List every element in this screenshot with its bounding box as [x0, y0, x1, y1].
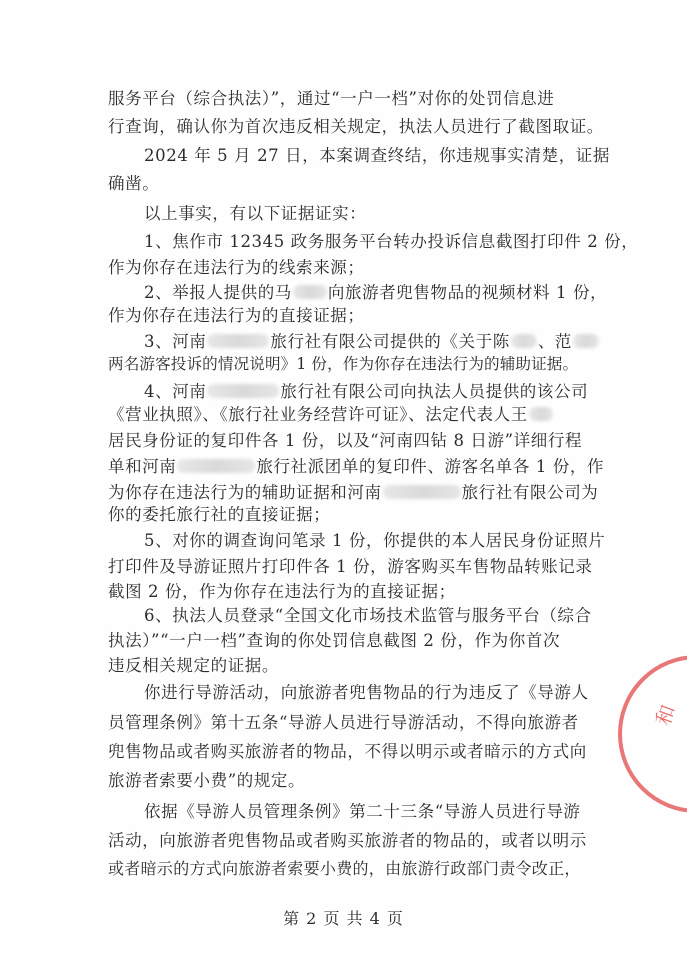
- text-line: 截图 2 份，作为你存在违法行为的直接证据；: [108, 582, 456, 601]
- evidence-3: [144, 331, 600, 353]
- redaction-blur: [383, 485, 461, 499]
- text-line: 活动，向旅游者兜售物品或者购买旅游者的物品的，或者以明示: [108, 831, 587, 850]
- text-line: [108, 404, 554, 426]
- text-line: 以上事实，有以下证据证实：: [144, 204, 367, 223]
- text-line: 依据《导游人员管理条例》第二十三条“导游人员进行导游: [144, 802, 581, 821]
- text-span: 2、举报人提供的马: [144, 283, 292, 302]
- seal-char: 和: [650, 701, 681, 729]
- text-line: 你的委托旅行社的直接证据；: [108, 505, 331, 524]
- text-span: 单和河南: [108, 457, 177, 476]
- evidence-5: 5、对你的调查询问笔录 1 份，你提供的本人居民身份证照片: [144, 531, 606, 550]
- text-span: 3、河南: [144, 332, 207, 351]
- text-line: 两名游客投诉的情况说明》1 份，作为你存在违法行为的辅助证据。: [108, 355, 579, 373]
- text-line: 作为你存在违法行为的线索来源；: [108, 258, 365, 277]
- redaction-blur: [207, 334, 269, 348]
- text-span: 为你存在违法行为的辅助证据和河南: [108, 483, 382, 502]
- evidence-4: [144, 381, 588, 403]
- text-span: 向旅游者兜售物品的视频材料 1 份，: [327, 283, 608, 302]
- evidence-1: 1、焦作市 12345 政务服务平台转办投诉信息截图打印件 2 份，: [144, 232, 639, 251]
- text-span: 旅行社有限公司提供的《关于陈: [270, 332, 510, 351]
- redaction-blur: [511, 334, 537, 348]
- text-span: 旅行社派团单的复印件、游客名单各 1 份，作: [256, 457, 605, 476]
- page-number: 第 2 页 共 4 页: [283, 909, 404, 928]
- text-span: 、范: [537, 332, 573, 351]
- text-line: 2024 年 5 月 27 日，本案调查终结，你违规事实清楚，证据: [144, 146, 611, 165]
- redaction-blur: [207, 384, 279, 398]
- text-line: 居民身份证的复印件各 1 份，以及“河南四钻 8 日游”详细行程: [108, 431, 583, 450]
- official-seal: [618, 655, 687, 813]
- evidence-2: [144, 282, 607, 304]
- evidence-6: 6、执法人员登录“全国文化市场技术监管与服务平台（综合: [144, 606, 592, 625]
- text-line: 员管理条例》第十五条“导游人员进行导游活动，不得向旅游者: [108, 713, 579, 732]
- text-span: 旅行社有限公司向执法人员提供的该公司: [280, 382, 589, 401]
- text-line: 或者暗示的方式向旅游者索要小费的，由旅游行政部门责令改正，: [108, 859, 581, 878]
- text-line: 违反相关规定的证据。: [108, 656, 279, 675]
- text-line: 旅游者索要小费”的规定。: [108, 771, 306, 790]
- text-line: 确凿。: [108, 174, 160, 193]
- text-span: 《营业执照》、《旅行社业务经营许可证》、法定代表人王: [108, 405, 528, 424]
- text-line: 服务平台（综合执法）”，通过“一户一档”对你的处罚信息进: [108, 89, 555, 108]
- redaction-blur: [293, 285, 327, 299]
- text-line: 打印件及导游证照片打印件各 1 份，游客购买车售物品转账记录: [108, 557, 593, 576]
- redaction-blur: [177, 459, 255, 473]
- redaction-blur: [529, 407, 553, 421]
- text-span: 旅行社有限公司为: [461, 483, 599, 502]
- text-line: 你进行导游活动，向旅游者兜售物品的行为违反了《导游人: [144, 683, 589, 702]
- text-line: 作为你存在违法行为的直接证据；: [108, 306, 365, 325]
- text-line: 行查询，确认你为首次违反相关规定，执法人员进行了截图取证。: [108, 117, 604, 136]
- text-line: 兜售物品或者购买旅游者的物品，不得以明示或者暗示的方式向: [108, 742, 587, 761]
- text-span: 4、河南: [144, 382, 207, 401]
- redaction-blur: [573, 334, 599, 348]
- text-line: 执法）”“一户一档”查询的你处罚信息截图 2 份，作为你首次: [108, 631, 561, 650]
- text-line: [108, 482, 598, 504]
- text-line: [108, 456, 604, 478]
